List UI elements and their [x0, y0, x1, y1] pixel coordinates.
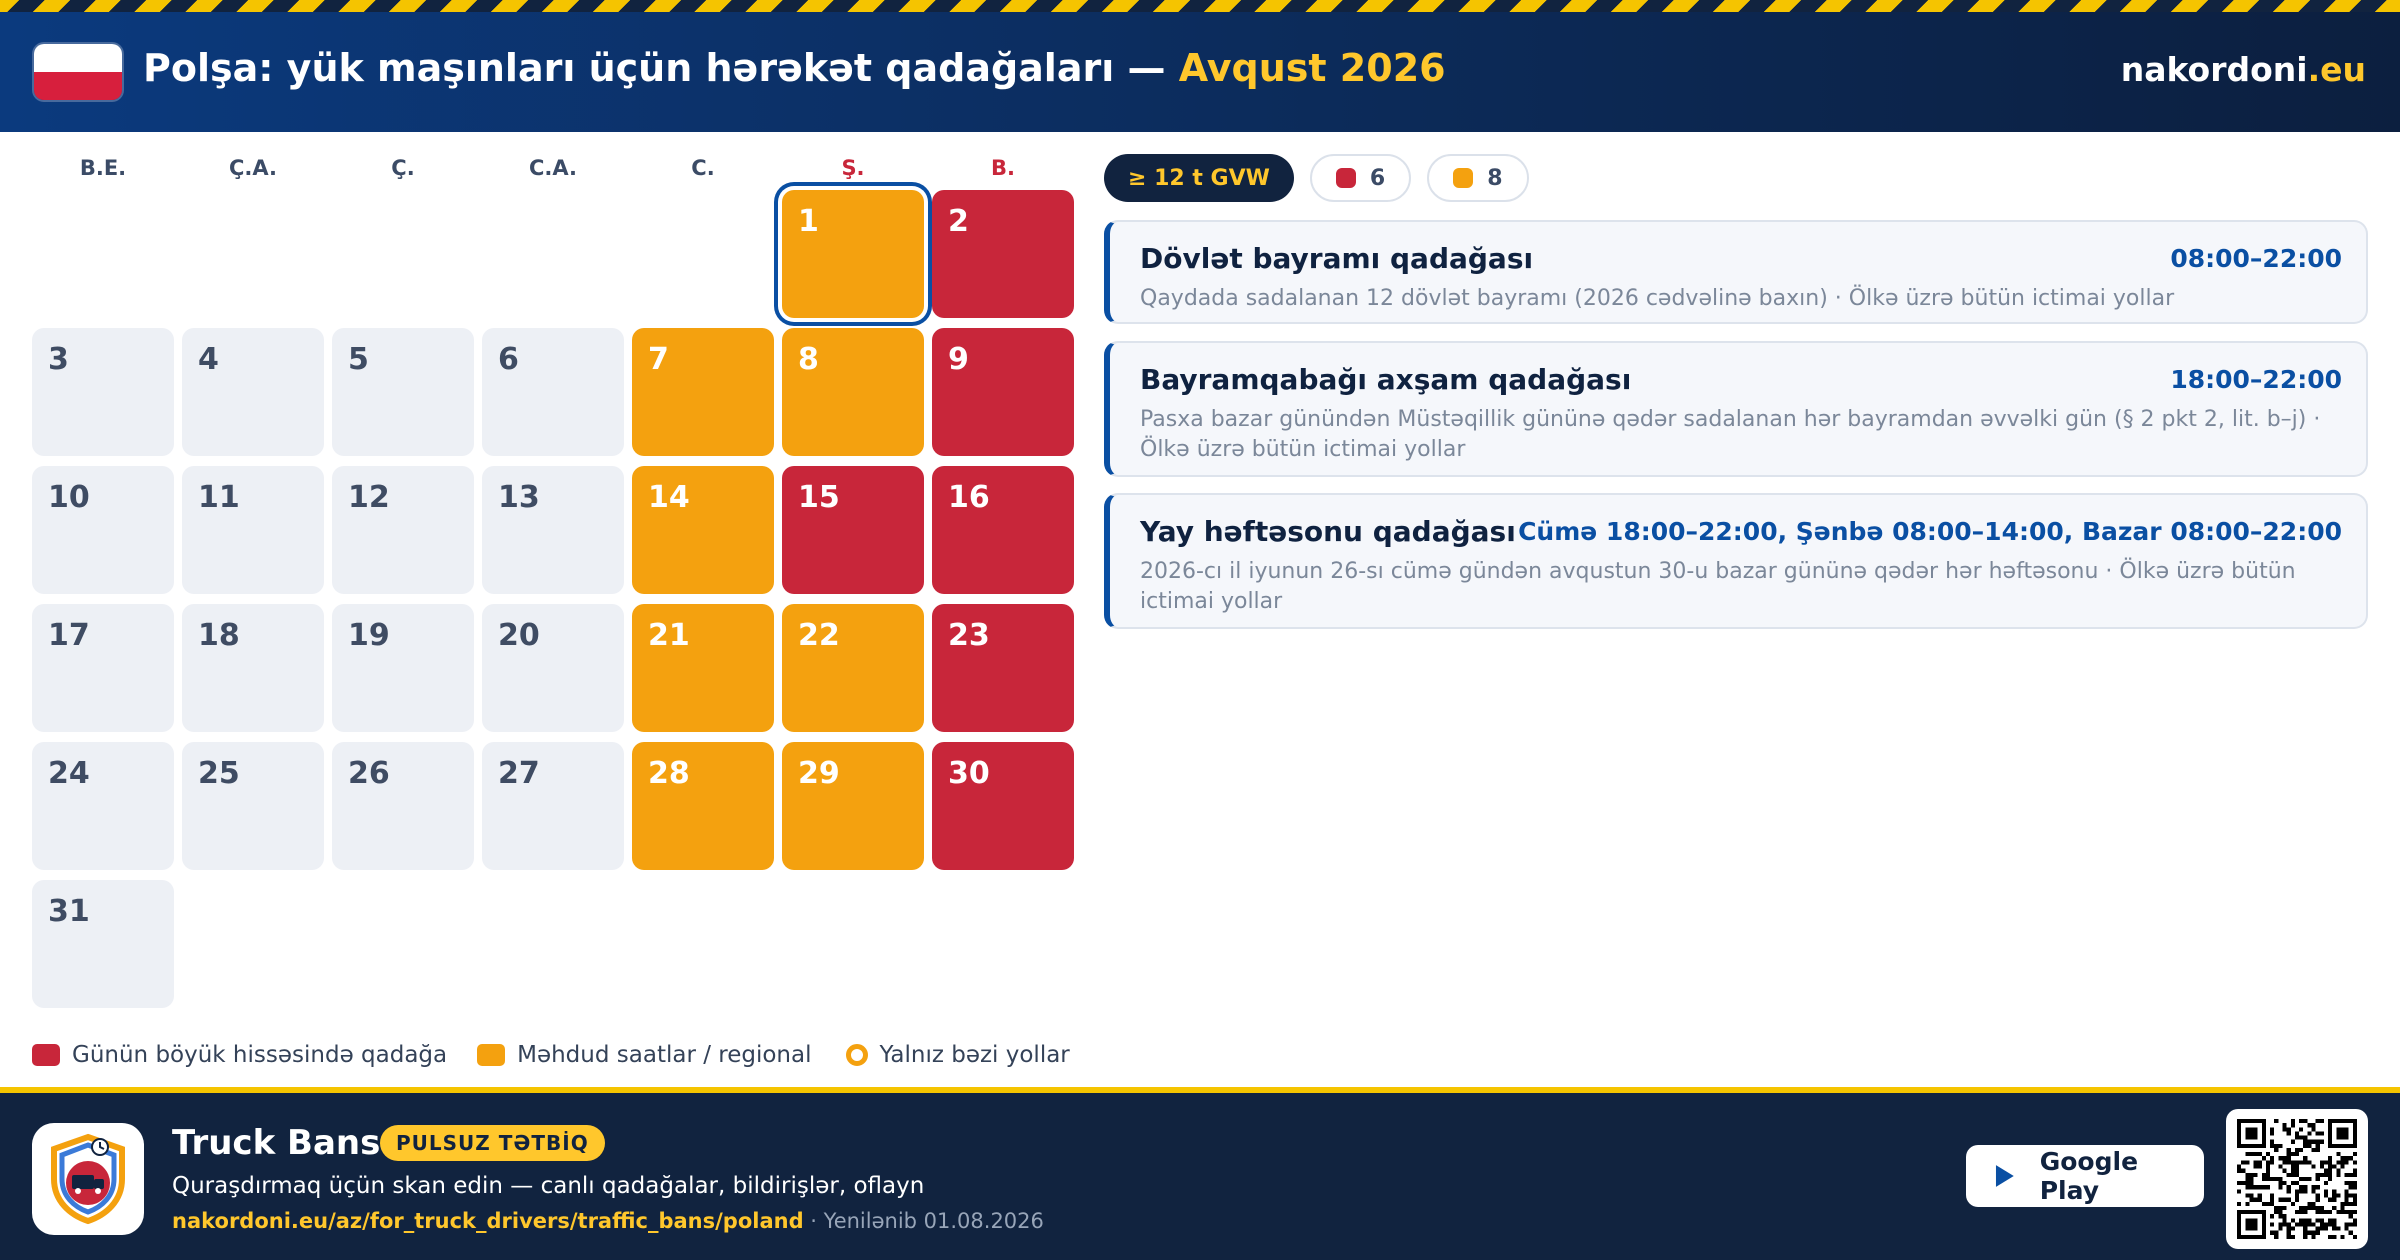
calendar-day[interactable]	[32, 466, 174, 594]
calendar-day[interactable]	[32, 880, 174, 1008]
day-number: 10	[48, 480, 90, 515]
ban-desc: 2026-cı il iyunun 26-sı cümə gündən avqustun 30-u bazar gününə qədər hər həftəsonu · Ölkə üzrə bütün ictimai yollar	[1140, 559, 2296, 614]
day-number: 9	[948, 342, 969, 377]
calendar-day[interactable]	[782, 742, 924, 870]
qr-code-icon[interactable]	[2226, 1109, 2368, 1249]
day-number: 6	[498, 342, 519, 377]
legend-label: Yalnız bəzi yollar	[879, 1042, 1070, 1068]
day-number: 21	[648, 618, 690, 653]
calendar-day[interactable]	[32, 742, 174, 870]
play-icon	[1994, 1163, 2016, 1189]
weekday-label: Ş.	[841, 156, 865, 180]
weekday-label: C.	[691, 156, 715, 180]
truck-bans-app-icon[interactable]	[32, 1123, 144, 1235]
calendar-day[interactable]	[482, 604, 624, 732]
ban-card-eve[interactable]	[1104, 341, 2368, 477]
ban-title: Dövlət bayramı qadağası	[1140, 242, 1534, 275]
brand-logo[interactable]	[2121, 50, 2366, 89]
red-dot-icon	[1336, 168, 1356, 188]
day-number: 16	[948, 480, 990, 515]
calendar-day[interactable]	[782, 604, 924, 732]
poland-flag-icon	[34, 44, 122, 100]
day-number: 11	[198, 480, 240, 515]
legend-label: Günün böyük hissəsində qadağa	[72, 1042, 448, 1068]
footer-link-row	[172, 1209, 1044, 1233]
page-header	[0, 12, 2400, 132]
calendar-day[interactable]	[482, 742, 624, 870]
red-count: 6	[1369, 165, 1386, 191]
day-number: 25	[198, 756, 240, 791]
day-number: 8	[798, 342, 819, 377]
calendar-day[interactable]	[332, 604, 474, 732]
weekday-header	[32, 156, 1074, 182]
calendar-day[interactable]	[782, 328, 924, 456]
calendar-day[interactable]	[332, 466, 474, 594]
ban-desc: Qaydada sadalanan 12 dövlət bayramı (2026 cədvəlinə baxın) · Ölkə üzrə bütün ictimai yollar	[1140, 286, 2175, 311]
orange-dot-icon	[1453, 168, 1473, 188]
calendar-day[interactable]	[782, 190, 924, 318]
calendar-day[interactable]	[782, 466, 924, 594]
app-name: Truck Bans	[172, 1123, 381, 1163]
day-number: 2	[948, 204, 969, 239]
app-promo-footer	[0, 1093, 2400, 1260]
day-number: 18	[198, 618, 240, 653]
day-number: 20	[498, 618, 540, 653]
calendar-day[interactable]	[932, 190, 1074, 318]
filter-chips	[1104, 154, 1545, 202]
weekday-label: B.	[991, 156, 1015, 180]
ban-title: Yay həftəsonu qadağası	[1140, 515, 1516, 548]
footer-subtitle: Quraşdırmaq üçün skan edin — canlı qadağalar, bildirişlər, oflayn	[172, 1173, 925, 1199]
day-number: 15	[798, 480, 840, 515]
calendar-day[interactable]	[182, 604, 324, 732]
day-number: 12	[348, 480, 390, 515]
calendar-day[interactable]	[182, 328, 324, 456]
legend	[32, 1042, 1100, 1068]
day-number: 7	[648, 342, 669, 377]
calendar-day[interactable]	[182, 742, 324, 870]
calendar-day[interactable]	[182, 466, 324, 594]
day-number: 5	[348, 342, 369, 377]
page-title	[143, 46, 1446, 90]
ban-time: Cümə 18:00–22:00, Şənbə 08:00–14:00, Bazar 08:00–22:00	[1518, 517, 2342, 546]
calendar-day[interactable]	[632, 328, 774, 456]
day-number: 27	[498, 756, 540, 791]
day-number: 30	[948, 756, 990, 791]
calendar-day[interactable]	[32, 604, 174, 732]
ban-card-holiday[interactable]	[1104, 220, 2368, 324]
calendar-day[interactable]	[932, 328, 1074, 456]
red-count-chip[interactable]	[1310, 154, 1411, 202]
calendar-day[interactable]	[632, 466, 774, 594]
day-number: 29	[798, 756, 840, 791]
ban-desc: Pasxa bazar günündən Müstəqillik gününə qədər sadalanan hər bayramdan əvvəlki gün (§ 2 pkt 2, lit. b–j) · Ölkə üzrə bütün ictimai yollar	[1140, 407, 2321, 462]
orange-count-chip[interactable]	[1427, 154, 1528, 202]
calendar-day[interactable]	[482, 466, 624, 594]
calendar-day[interactable]	[632, 604, 774, 732]
day-number: 24	[48, 756, 90, 791]
calendar-day[interactable]	[332, 742, 474, 870]
hazard-stripe	[0, 0, 2400, 12]
calendar-day[interactable]	[482, 328, 624, 456]
day-number: 23	[948, 618, 990, 653]
day-number: 1	[798, 204, 819, 239]
calendar-day[interactable]	[932, 604, 1074, 732]
day-number: 3	[48, 342, 69, 377]
day-number: 26	[348, 756, 390, 791]
day-number: 14	[648, 480, 690, 515]
legend-item-orange	[477, 1042, 811, 1068]
title-month: Avqust 2026	[1178, 46, 1446, 90]
day-number: 19	[348, 618, 390, 653]
red-swatch-icon	[32, 1044, 60, 1066]
orange-swatch-icon	[477, 1044, 505, 1066]
weekday-label: C.A.	[528, 156, 577, 180]
title-text: Polşa: yük maşınları üçün hərəkət qadağaları —	[143, 46, 1166, 90]
ban-title: Bayramqabağı axşam qadağası	[1140, 363, 1632, 396]
page-link[interactable]: nakordoni.eu/az/for_truck_drivers/traffic_bans/poland	[172, 1209, 804, 1233]
day-number: 28	[648, 756, 690, 791]
brand-name: nakordoni	[2120, 50, 2308, 89]
weekday-label: Ç.	[391, 156, 415, 180]
legend-item-red	[32, 1042, 447, 1068]
calendar-day[interactable]	[932, 742, 1074, 870]
weekday-label: B.E.	[79, 156, 127, 180]
day-number: 17	[48, 618, 90, 653]
legend-item-ring	[842, 1042, 1070, 1068]
legend-label: Məhdud saatlar / regional	[517, 1042, 812, 1068]
ban-time: 08:00–22:00	[2170, 244, 2342, 273]
ban-time: 18:00–22:00	[2170, 365, 2342, 394]
day-number: 13	[498, 480, 540, 515]
day-number: 4	[198, 342, 219, 377]
ban-card-summer[interactable]	[1104, 493, 2368, 629]
day-number: 22	[798, 618, 840, 653]
updated-date: · Yenilənib 01.08.2026	[803, 1209, 1044, 1233]
free-app-badge: PULSUZ TƏTBİQ	[380, 1125, 605, 1161]
ring-swatch-icon	[846, 1044, 868, 1066]
google-play-label: Google Play	[2039, 1147, 2139, 1205]
google-play-button[interactable]	[1966, 1145, 2204, 1207]
calendar-grid	[32, 190, 1074, 1010]
weekday-label: Ç.A.	[228, 156, 277, 180]
calendar-day[interactable]	[332, 328, 474, 456]
weight-chip[interactable]: ≥ 12 t GVW	[1104, 154, 1294, 202]
calendar-day[interactable]	[32, 328, 174, 456]
calendar-day[interactable]	[632, 742, 774, 870]
calendar-day[interactable]	[932, 466, 1074, 594]
brand-tld: .eu	[2307, 50, 2366, 89]
day-number: 31	[48, 894, 90, 929]
orange-count: 8	[1487, 165, 1503, 191]
